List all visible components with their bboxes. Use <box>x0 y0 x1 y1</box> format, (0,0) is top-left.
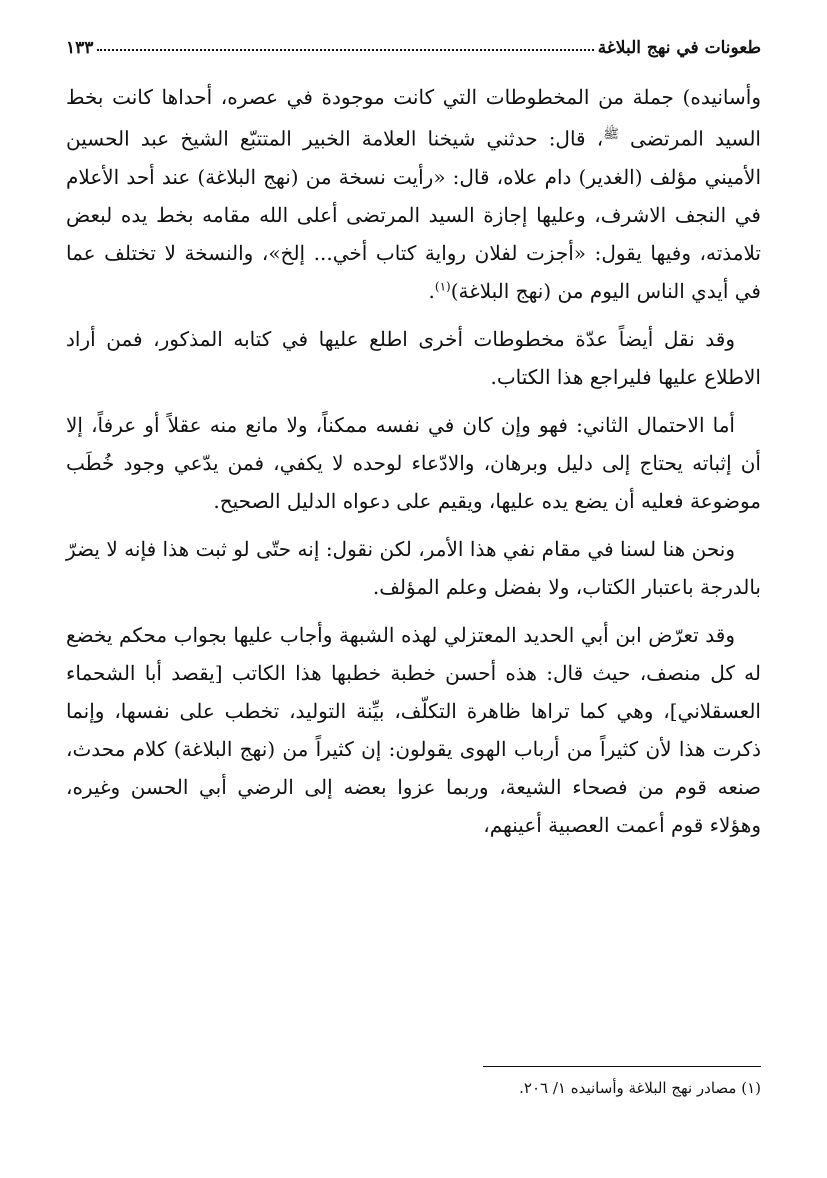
paragraph-1 <box>66 78 761 310</box>
footnote: (١) مصادر نهج البلاغة وأسانيده ١/ ٢٠٦. <box>519 1079 761 1097</box>
dot-leader <box>97 49 593 51</box>
body-text <box>66 78 761 854</box>
footnote-rule <box>483 1066 761 1067</box>
paragraph-4: ونحن هنا لسنا في مقام نفي هذا الأمر، لكن نقول: إنه حتّى لو ثبت هذا فإنه لا يضرّ بالدرجة باعتبار الكتاب، ولا بفضل وعلم المؤلف. <box>66 536 761 599</box>
paragraph-3: أما الاحتمال الثاني: فهو وإن كان في نفسه ممكناً، ولا مانع منه عقلاً أو عرفاً، إلا أن إثباته يحتاج إلى دليل وبرهان، والادّعاء لوحده لا يكفي، فمن يدّعي وجود خُطَب موضوعة فعليه أن يضع يده عليها، ويقيم على دعواه الدليل الصحيح. <box>66 412 761 513</box>
running-title: طعونات في نهج البلاغة <box>597 38 761 58</box>
page-number: ١٣٣ <box>66 38 94 58</box>
honorific-glyph: ﷺ <box>603 127 619 142</box>
paragraph-5: وقد تعرّض ابن أبي الحديد المعتزلي لهذه الشبهة وأجاب عليها بجواب محكم يخضع له كل منصف، حيث قال: هذه أحسن خطبة خطبها هذا الكاتب [يقصد أبا الشحماء العسقلاني]، وهي كما تراها ظاهرة التكلّف، بيِّنة التوليد، تخطب على نفسها، وإنما ذكرت هذا لأن كثيراً من أرباب الهوى يقولون: إن كثيراً من (نهج البلاغة) كلام محدث، صنعه قوم من فصحاء الشيعة، وربما عزوا بعضه إلى الرضي أبي الحسن وغيره، وهؤلاء قوم أعمت العصبية أعينهم، <box>66 622 761 837</box>
paragraph-2: وقد نقل أيضاً عدّة مخطوطات أخرى اطلع عليها في كتابه المذكور، فمن أراد الاطلاع عليها فليراجع هذا الكتاب. <box>66 326 761 389</box>
paragraph-1-before: وأسانيده) جملة من المخطوطات التي كانت موجودة في عصره، أحداها كانت بخط السيد المرتضى <box>66 85 761 151</box>
paragraph-1-after: ، قال: حدثني شيخنا العلامة الخبير المتتبّع الشيخ عبد الحسين الأميني مؤلف (الغدير) دام علاه، قال: «رأيت نسخة من (نهج البلاغة) عند أحد الأعلام في النجف الاشرف، وعليها إجازة السيد المرتضى أعلى الله مقامه بخط يده لبعض تلامذته، وفيها يقول: «أجزت لفلان رواية كتاب أخي... إلخ»، والنسخة لا تختلف عما في أيدي الناس اليوم من (نهج البلاغة) <box>66 126 761 303</box>
paragraph-1-end: . <box>428 278 435 303</box>
footnote-reference: (١) <box>434 279 451 293</box>
running-header <box>66 28 761 58</box>
